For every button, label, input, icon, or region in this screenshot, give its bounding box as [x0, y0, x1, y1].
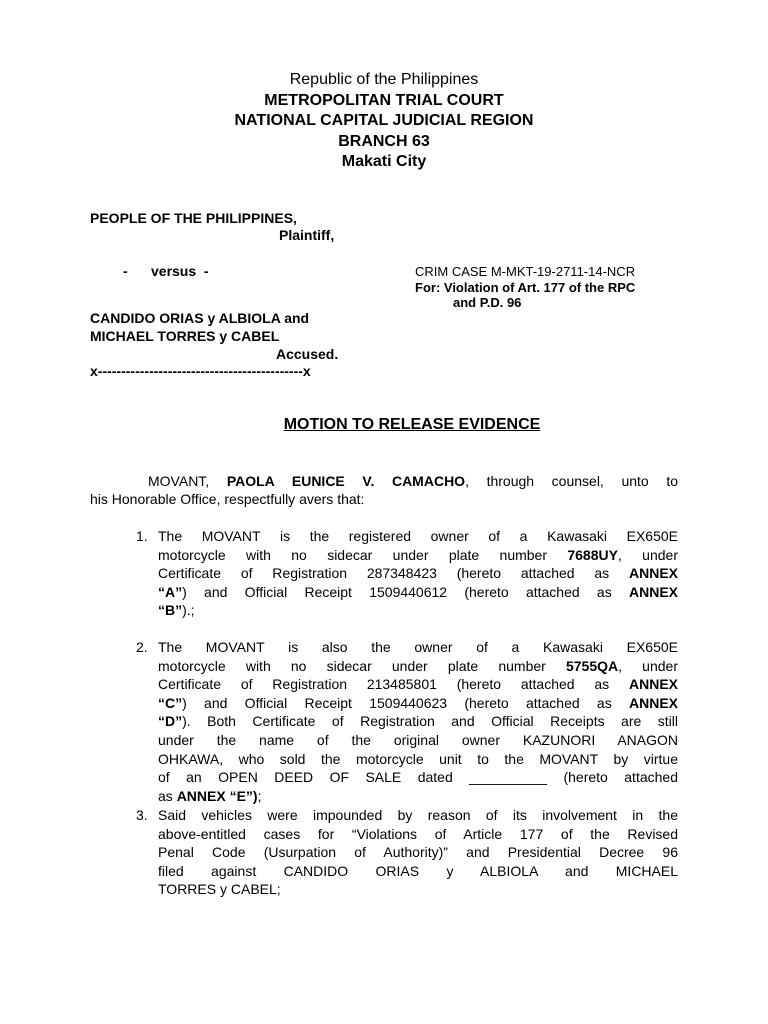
- annex-label: ANNEX “E”): [176, 787, 258, 804]
- case-violation-line1: For: Violation of Art. 177 of the RPC: [415, 280, 636, 295]
- caption-divider: x--------------------------------------------x: [90, 363, 311, 379]
- item-line: as ANNEX “E”);: [158, 787, 262, 804]
- case-violation-line2: and P.D. 96: [453, 295, 522, 310]
- intro-suffix: , through counsel, unto to: [465, 473, 678, 489]
- item-line: under the name of the original owner KAZUNORI ANAGON: [158, 731, 678, 748]
- case-number: CRIM CASE M-MKT-19-2711-14-NCR: [415, 264, 636, 279]
- item-line: filed against CANDIDO ORIAS y ALBIOLA and MICHAEL: [158, 862, 678, 879]
- intro-paragraph: [90, 472, 678, 508]
- annex-letter: “A”: [158, 583, 183, 600]
- item-number: 2.: [136, 639, 148, 655]
- motion-title: MOTION TO RELEASE EVIDENCE: [283, 416, 541, 433]
- plate-number: 5755QA: [565, 657, 619, 674]
- item-body: [158, 638, 678, 805]
- header-region: NATIONAL CAPITAL JUDICIAL REGION: [234, 112, 534, 129]
- item-line: The MOVANT is the registered owner of a Kawasaki EX650E: [158, 528, 678, 544]
- plaintiff-name: PEOPLE OF THE PHILIPPINES,: [90, 210, 297, 226]
- accused-line2: MICHAEL TORRES y CABEL: [90, 328, 280, 344]
- item-line: “A”) and Official Receipt 1509440612 (hereto attached as ANNEX: [158, 583, 678, 600]
- annex-letter: “B”: [158, 602, 183, 619]
- annex-label: ANNEX: [628, 694, 678, 711]
- item-line: above-entitled cases for “Violations of Article 177 of the Revised: [158, 825, 678, 842]
- item-line: Penal Code (Usurpation of Authority)” and Presidential Decree 96: [158, 844, 678, 861]
- item-line: motorcycle with no sidecar under plate number 5755QA, under: [158, 657, 678, 674]
- header-city: Makati City: [341, 153, 427, 170]
- annex-label: ANNEX: [628, 676, 678, 693]
- item-line: Certificate of Registration 213485801 (hereto attached as ANNEX: [158, 676, 678, 693]
- accused-line1: CANDIDO ORIAS y ALBIOLA and: [90, 310, 310, 326]
- item-line: TORRES y CABEL;: [158, 881, 281, 898]
- intro-line1: [90, 472, 678, 490]
- item-line: Certificate of Registration 287348423 (hereto attached as ANNEX: [158, 565, 678, 582]
- annex-letter: “C”: [158, 694, 183, 711]
- annex-label: ANNEX: [628, 565, 678, 582]
- item-line: “B”).;: [158, 602, 195, 619]
- item-line: The MOVANT is also the owner of a Kawasaki EX650E: [158, 639, 678, 655]
- item-line: Said vehicles were impounded by reason of its involvement in the: [158, 807, 678, 823]
- item-number: 3.: [136, 807, 148, 823]
- item-body: [158, 806, 678, 899]
- intro-prefix: MOVANT,: [148, 473, 227, 489]
- accused-role: Accused.: [276, 346, 339, 362]
- annex-label: ANNEX: [628, 583, 678, 600]
- item-body: [158, 527, 678, 620]
- header-republic: Republic of the Philippines: [289, 71, 479, 88]
- item-line: OHKAWA, who sold the motorcycle unit to the MOVANT by virtue: [158, 750, 678, 767]
- court-header: [0, 70, 768, 173]
- item-number: 1.: [136, 528, 148, 544]
- item-line: of an OPEN DEED OF SALE dated __________ (hereto attached: [158, 769, 678, 786]
- item-line: “D”). Both Certificate of Registration and Official Receipts are still: [158, 713, 678, 730]
- header-branch: BRANCH 63: [338, 132, 430, 150]
- header-court: METROPOLITAN TRIAL COURT: [264, 91, 504, 109]
- item-line: “C”) and Official Receipt 1509440623 (hereto attached as ANNEX: [158, 694, 678, 711]
- intro-line2: his Honorable Office, respectfully avers that:: [90, 491, 365, 507]
- versus-label: - versus -: [123, 263, 209, 279]
- plate-number: 7688UY: [567, 546, 618, 563]
- item-line: motorcycle with no sidecar under plate number 7688UY, under: [158, 546, 678, 563]
- plaintiff-role: Plaintiff,: [279, 227, 335, 243]
- movant-name: PAOLA EUNICE V. CAMACHO: [226, 473, 466, 489]
- annex-letter: “D”: [158, 713, 183, 730]
